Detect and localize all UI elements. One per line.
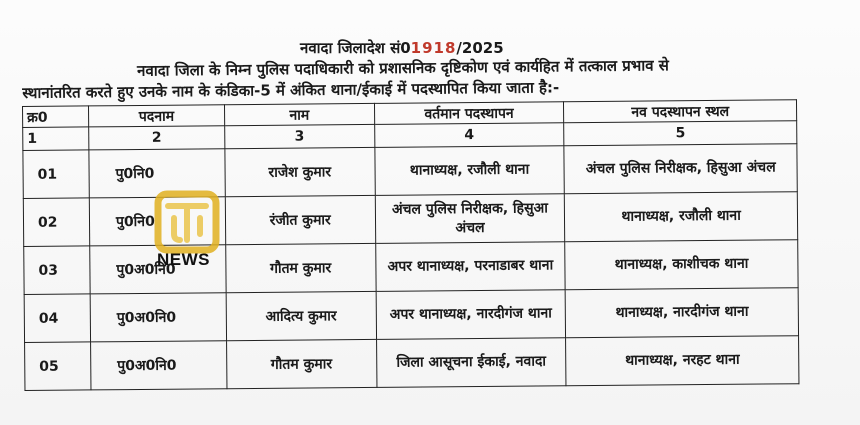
table-row (24, 240, 798, 295)
column-number-3: 3 (225, 124, 375, 148)
intro-paragraph (22, 53, 837, 104)
cell-designation: पु0अ0नि0 (90, 341, 226, 390)
order-suffix: /2025 (456, 39, 504, 57)
header-designation: पदनाम (88, 105, 224, 127)
cell-current-posting: जिला आसूचना ईकाई, नवादा (376, 338, 566, 388)
column-number-1: 1 (23, 127, 89, 151)
intro-line-2: स्थानांतरित करते हुए उनके नाम के कंडिका-5 में अंकित थाना/ईकाई में पदस्थापित किया जाता है:- (22, 78, 560, 102)
order-number: 1918 (410, 39, 457, 57)
order-number-line (300, 38, 504, 58)
cell-new-posting: अंचल पुलिस निरीक्षक, हिसुआ अंचल (564, 144, 797, 194)
cell-serial: 04 (24, 294, 90, 343)
cell-new-posting: थानाध्यक्ष, काशीचक थाना (565, 240, 798, 290)
cell-current-posting: अपर थानाध्यक्ष, परनाडाबर थाना (375, 242, 565, 292)
table-row (23, 144, 797, 199)
cell-name: गौतम कुमार (226, 243, 376, 292)
table-row (23, 192, 797, 247)
cell-serial: 01 (23, 150, 89, 199)
cell-designation: पु0अ0नि0 (90, 293, 226, 342)
watermark-news-text: NEWS (157, 250, 210, 269)
cell-designation: पु0नि0 (89, 197, 225, 246)
cell-name: आदित्य कुमार (226, 291, 376, 340)
table-row (25, 336, 799, 391)
column-number-4: 4 (374, 123, 564, 148)
cell-name: राजेश कुमार (225, 147, 375, 196)
cell-new-posting: थानाध्यक्ष, रजौली थाना (565, 192, 798, 242)
cell-current-posting: अपर थानाध्यक्ष, नारदीगंज थाना (376, 290, 566, 340)
table-row (24, 288, 798, 343)
intro-line-1: नवादा जिला के निम्न पुलिस पदाधिकारी को प्रशासनिक दृष्टिकोण एवं कार्यहित में तत्काल प्रभाव से (137, 56, 669, 80)
cell-new-posting: थानाध्यक्ष, नारदीगंज थाना (565, 288, 798, 338)
header-current-posting: वर्तमान पदस्थापन (374, 102, 564, 125)
cell-current-posting: थानाध्यक्ष, रजौली थाना (374, 146, 564, 196)
cell-serial: 03 (24, 246, 90, 295)
cell-new-posting: थानाध्यक्ष, नरहट थाना (566, 336, 799, 386)
cell-name: रंजीत कुमार (225, 195, 375, 244)
cell-serial: 05 (25, 342, 91, 391)
header-serial: क्र0 (23, 106, 89, 128)
cell-serial: 02 (23, 198, 89, 247)
cell-name: गौतम कुमार (226, 339, 376, 388)
cell-designation: पु0नि0 (89, 149, 225, 198)
header-name: नाम (224, 103, 374, 125)
column-number-5: 5 (564, 121, 797, 146)
header-new-posting: नव पदस्थापन स्थल (564, 100, 797, 123)
column-number-2: 2 (89, 126, 225, 150)
cell-designation: पु0अ0नि0 (90, 245, 226, 294)
cell-current-posting: अंचल पुलिस निरीक्षक, हिसुआ अंचल (375, 194, 565, 244)
transfer-table (22, 99, 799, 391)
order-prefix: नवादा जिलादेश सं0 (300, 39, 411, 57)
